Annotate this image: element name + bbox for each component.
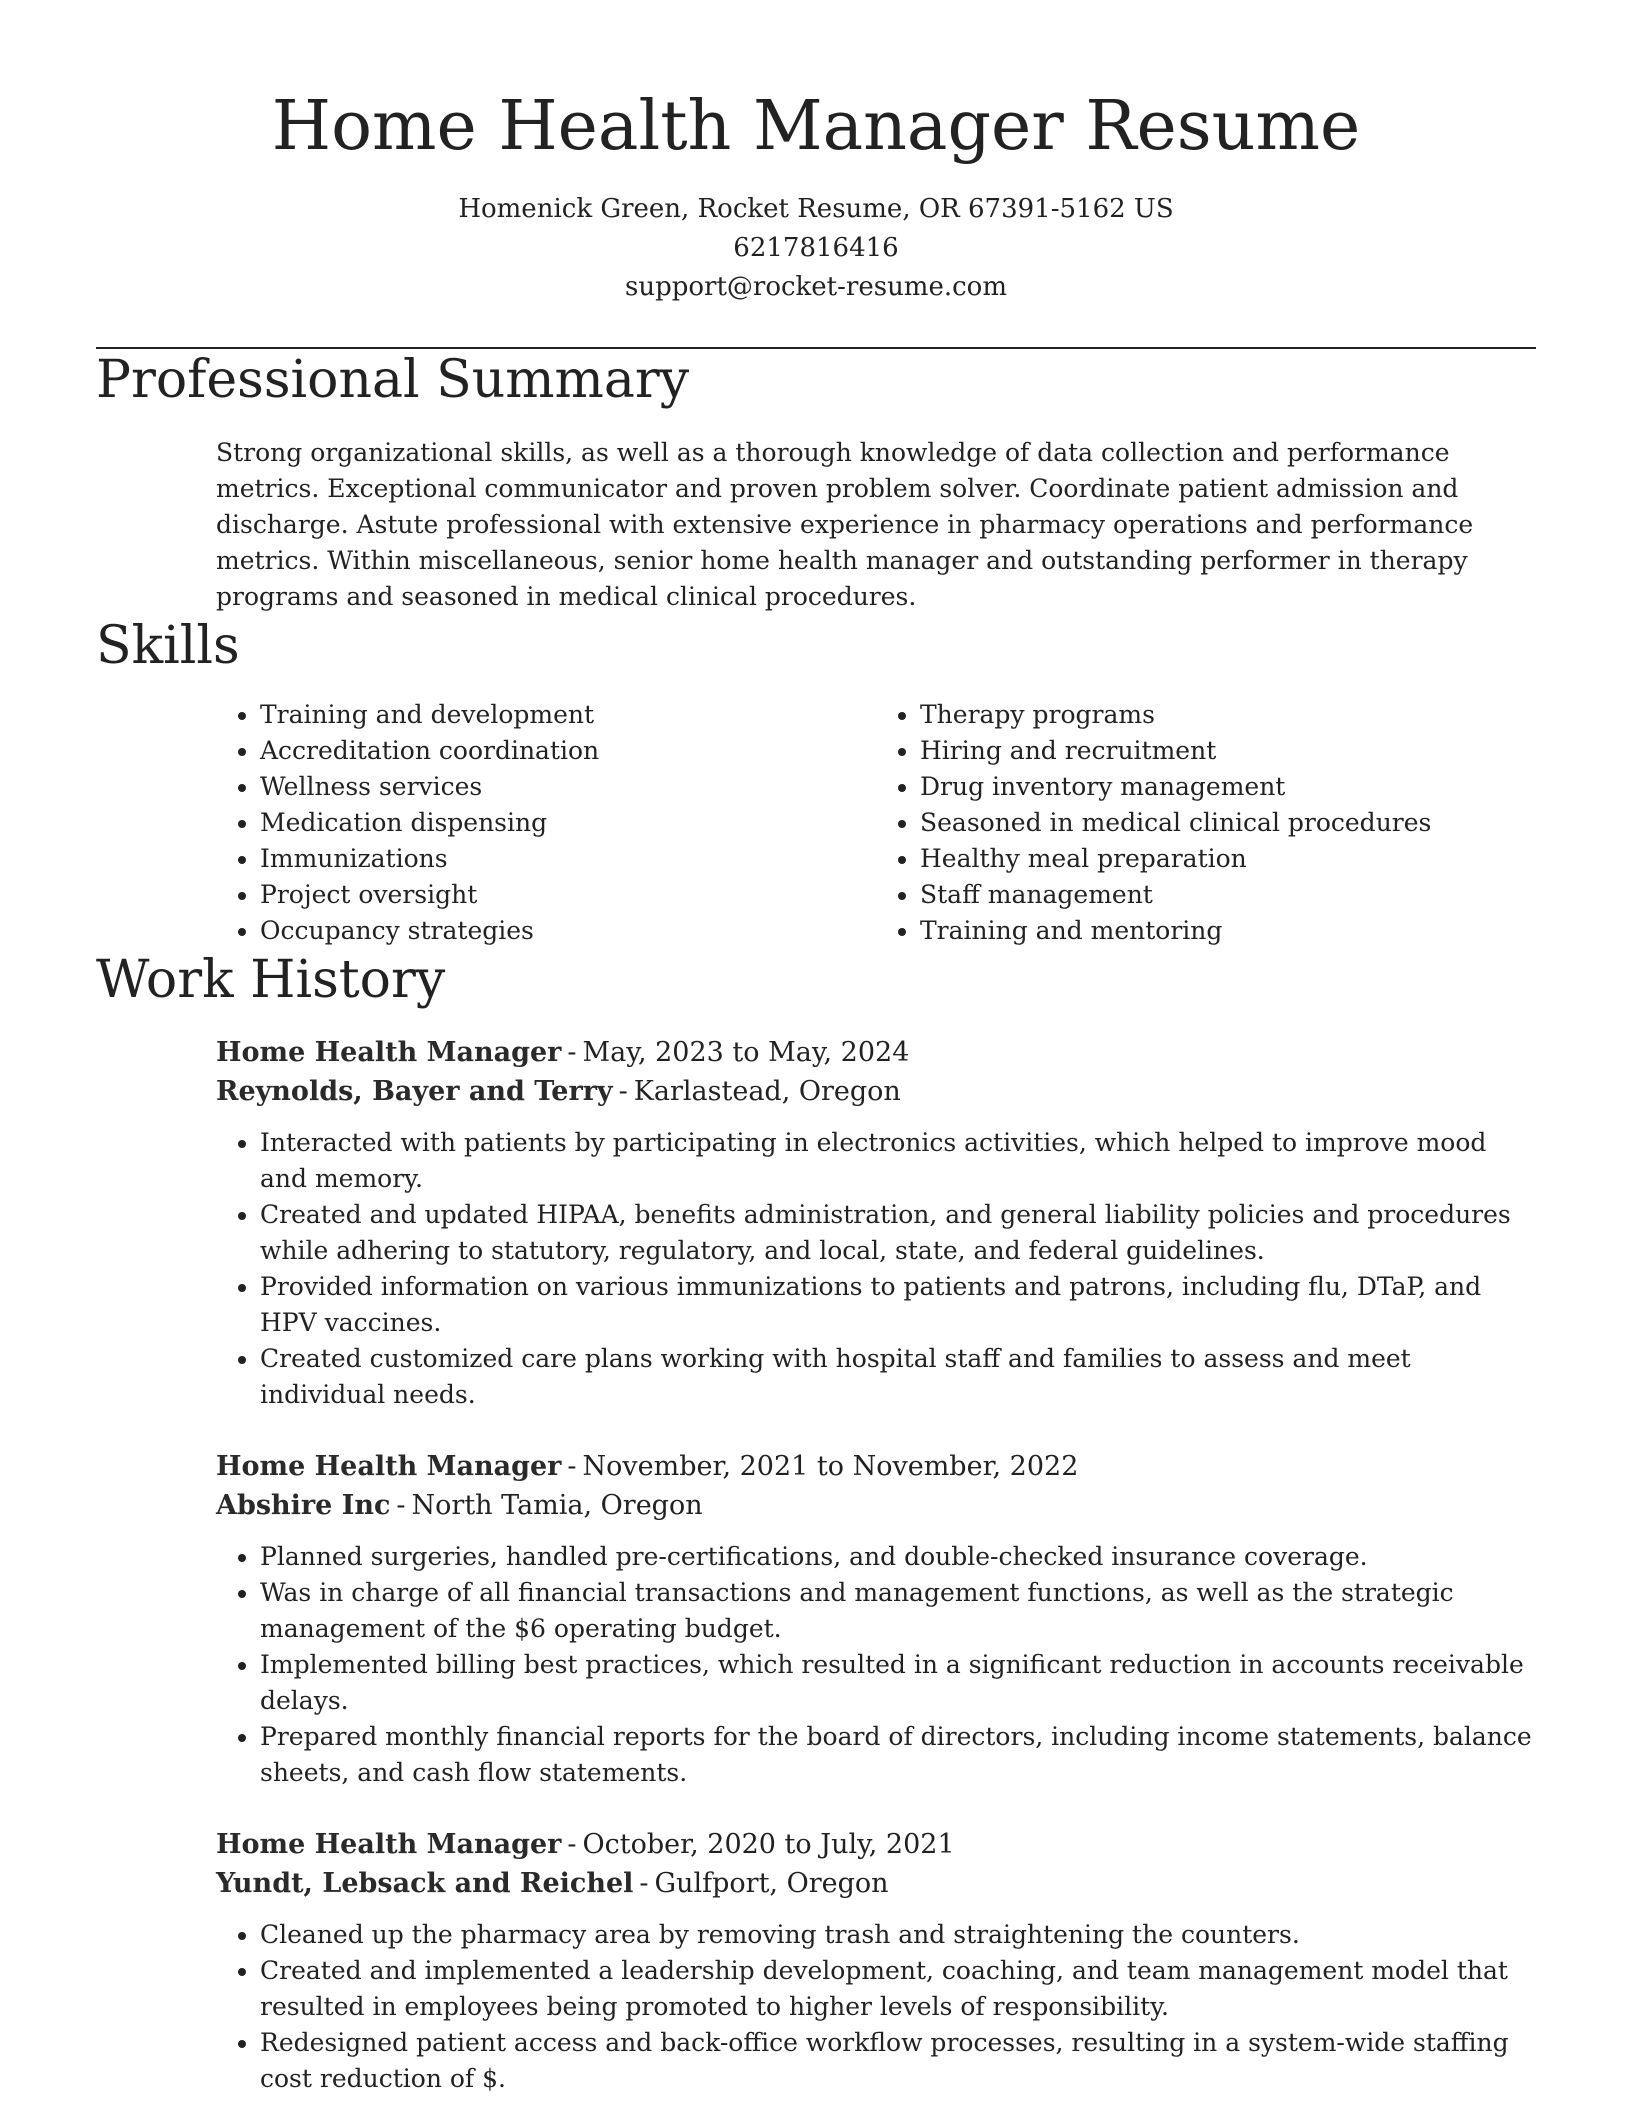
job-bullet: • Interacted with patients by participating in electronics activities, which helped to improve mood and memory. — [260, 1125, 1536, 1197]
skill-item: • Wellness services — [260, 769, 876, 805]
skill-item: • Hiring and recruitment — [920, 733, 1536, 769]
job-bullet: • Implemented billing best practices, which resulted in a significant reduction in accounts receivable delays. — [260, 1647, 1536, 1719]
skills-column-right — [876, 697, 1536, 949]
contact-address: Homenick Green, Rocket Resume, OR 67391-5162 US — [458, 194, 1174, 224]
contact-email: support@rocket-resume.com — [624, 272, 1007, 302]
job-bullet: • Was in charge of all financial transactions and management functions, as well as the strategic management of the $6 operating budget. — [260, 1575, 1536, 1647]
job-dates: November, 2021 to November, 2022 — [582, 1451, 1079, 1482]
job-bullets — [216, 1539, 1536, 1791]
job-bullet: • Created customized care plans working with hospital staff and families to assess and meet individual needs. — [260, 1341, 1536, 1413]
job-title-line — [216, 1447, 1536, 1486]
resume-title: Home Health Manager Resume — [271, 87, 1361, 166]
job-title-line — [216, 1033, 1536, 1072]
job-title: Home Health Manager — [216, 1829, 562, 1860]
resume-page — [96, 0, 1536, 2097]
skill-item: • Project oversight — [260, 877, 876, 913]
skill-item: • Staff management — [920, 877, 1536, 913]
skill-item: • Healthy meal preparation — [920, 841, 1536, 877]
summary-text: Strong organizational skills, as well as a thorough knowledge of data collection and performance metrics. Exceptional communicator and proven problem solver. Coordinate patient admission and discharge. Astute professional with extensive experience in pharmacy operations and performance metrics. Within miscellaneous, senior home health manager and outstanding performer in therapy programs and seasoned in medical clinical procedures. — [216, 438, 1474, 611]
job-company-line — [216, 1864, 1536, 1903]
job-separator: - — [567, 1037, 577, 1068]
job-title: Home Health Manager — [216, 1037, 562, 1068]
job-bullet: • Redesigned patient access and back-office workflow processes, resulting in a system-wide staffing cost reduction of $. — [260, 2025, 1536, 2097]
job-dates: October, 2020 to July, 2021 — [582, 1829, 955, 1860]
skills-list — [216, 697, 1536, 949]
job-company: Reynolds, Bayer and Terry — [216, 1076, 613, 1107]
job-entry — [216, 1825, 1536, 2097]
job-company: Yundt, Lebsack and Reichel — [216, 1868, 634, 1899]
job-bullet: • Prepared monthly financial reports for the board of directors, including income statements, balance sheets, and cash flow statements. — [260, 1719, 1536, 1791]
job-bullet: • Cleaned up the pharmacy area by removing trash and straightening the counters. — [260, 1917, 1536, 1953]
contact-phone: 6217816416 — [733, 233, 899, 263]
summary-heading: Professional Summary — [96, 350, 690, 410]
job-bullet: • Planned surgeries, handled pre-certifications, and double-checked insurance coverage. — [260, 1539, 1536, 1575]
job-location: North Tamia, Oregon — [411, 1490, 703, 1521]
skill-item: • Medication dispensing — [260, 805, 876, 841]
skills-column-left — [216, 697, 876, 949]
skill-item: • Training and development — [260, 697, 876, 733]
job-company: Abshire Inc — [216, 1490, 391, 1521]
skill-item: • Therapy programs — [920, 697, 1536, 733]
job-separator: - — [639, 1868, 649, 1899]
skill-item: • Seasoned in medical clinical procedures — [920, 805, 1536, 841]
job-title: Home Health Manager — [216, 1451, 562, 1482]
job-entry — [216, 1447, 1536, 1791]
job-separator: - — [567, 1829, 577, 1860]
skill-item: • Training and mentoring — [920, 913, 1536, 949]
job-company-line — [216, 1486, 1536, 1525]
work-history-heading: Work History — [96, 950, 446, 1010]
job-bullet: • Provided information on various immunizations to patients and patrons, including flu, DTaP, and HPV vaccines. — [260, 1269, 1536, 1341]
job-bullet: • Created and implemented a leadership development, coaching, and team management model that resulted in employees being promoted to higher levels of responsibility. — [260, 1953, 1536, 2025]
job-entry — [216, 1033, 1536, 1413]
job-separator: - — [567, 1451, 577, 1482]
skill-item: • Accreditation coordination — [260, 733, 876, 769]
job-bullets — [216, 1125, 1536, 1413]
job-location: Karlastead, Oregon — [633, 1076, 901, 1107]
job-bullet: • Created and updated HIPAA, benefits administration, and general liability policies and procedures while adhering to statutory, regulatory, and local, state, and federal guidelines. — [260, 1197, 1536, 1269]
skill-item: • Occupancy strategies — [260, 913, 876, 949]
contact-block — [96, 190, 1536, 307]
skills-heading: Skills — [96, 616, 240, 676]
job-bullets — [216, 1917, 1536, 2097]
skill-item: • Drug inventory management — [920, 769, 1536, 805]
skill-item: • Immunizations — [260, 841, 876, 877]
job-location: Gulfport, Oregon — [654, 1868, 889, 1899]
job-title-line — [216, 1825, 1536, 1864]
job-dates: May, 2023 to May, 2024 — [582, 1037, 910, 1068]
job-company-line — [216, 1072, 1536, 1111]
job-separator: - — [618, 1076, 628, 1107]
job-separator: - — [396, 1490, 406, 1521]
